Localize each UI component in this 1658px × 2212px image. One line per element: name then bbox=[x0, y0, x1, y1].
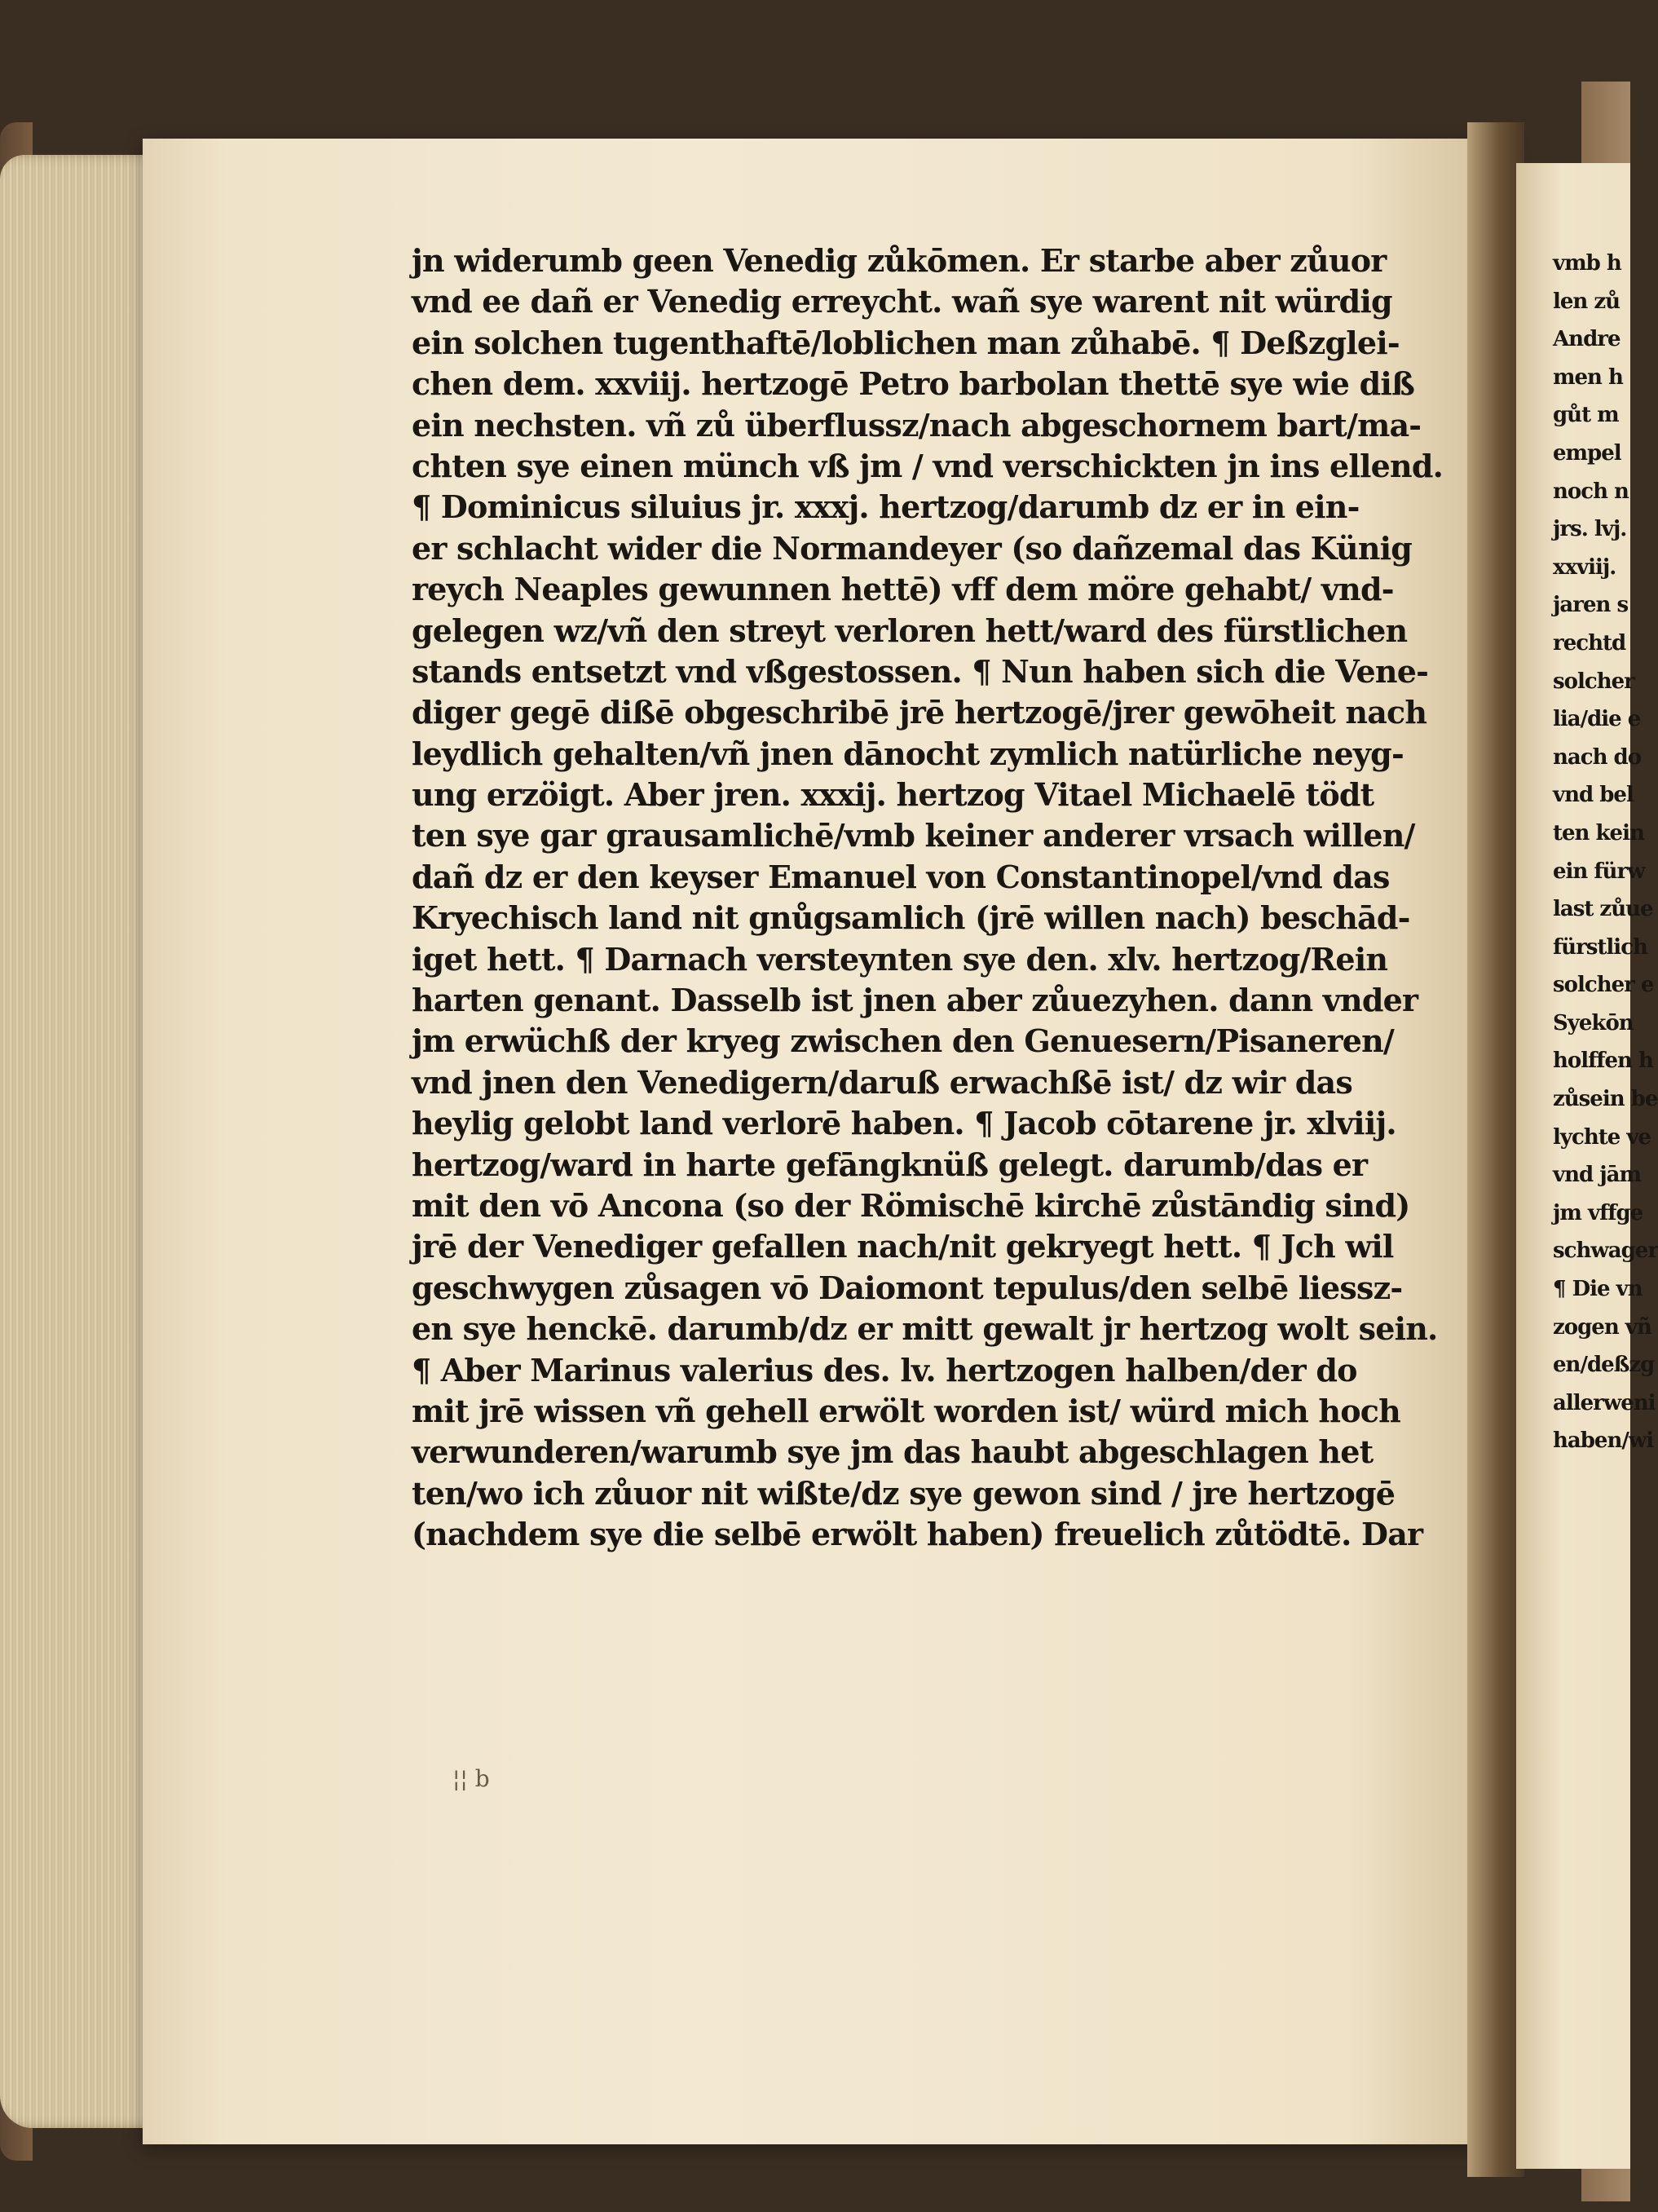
facing-line: len zů bbox=[1553, 289, 1621, 314]
text-line: diger gegē dißē obgeschribē jrē hertzogē/jrer gewōheit nach bbox=[412, 694, 1427, 731]
text-line: vnd ee dañ er Venedig erreycht. wañ sye warent nit würdig bbox=[412, 283, 1392, 320]
text-line: ung erzöigt. Aber jren. xxxij. hertzog Vitael Michaelē tödt bbox=[412, 776, 1374, 814]
text-line: leydlich gehalten/vñ jnen dānocht zymlich natürliche neyg- bbox=[412, 735, 1404, 772]
facing-line: solcher bbox=[1553, 669, 1634, 694]
facing-line: jm vffge bbox=[1553, 1200, 1643, 1225]
text-line: mit den vō Ancona (so der Römischē kirchē zůstāndig sind) bbox=[412, 1186, 1410, 1224]
text-line: heylig gelobt land verlorē haben. ¶ Jacob cōtarene jr. xlviij. bbox=[412, 1105, 1396, 1142]
text-line: verwunderen/warumb sye jm das haubt abgeschlagen het bbox=[412, 1433, 1374, 1471]
facing-line: noch n bbox=[1553, 479, 1629, 504]
text-line: jrē der Venediger gefallen nach/nit gekryegt hett. ¶ Jch wil bbox=[412, 1228, 1394, 1265]
facing-line: en/deßzg bbox=[1553, 1353, 1655, 1378]
facing-line: gůt m bbox=[1553, 403, 1619, 428]
facing-line: fürstlich bbox=[1553, 934, 1647, 960]
text-line: Kryechisch land nit gnůgsamlich (jrē willen nach) beschād- bbox=[412, 899, 1410, 937]
facing-line: haben/wi bbox=[1553, 1428, 1654, 1454]
facing-line: nach do bbox=[1553, 744, 1642, 770]
page-edges bbox=[0, 155, 163, 2128]
text-line: stands entsetzt vnd vßgestossen. ¶ Nun haben sich die Vene- bbox=[412, 652, 1429, 690]
facing-line: ein fürw bbox=[1553, 859, 1645, 884]
facing-line: lychte ve bbox=[1553, 1124, 1651, 1150]
text-line: (nachdem sye die selbē erwölt haben) freuelich zůtödtē. Dar bbox=[412, 1516, 1423, 1553]
facing-line: rechtd bbox=[1553, 630, 1626, 656]
facing-line: lia/die e bbox=[1553, 707, 1641, 732]
text-line: ein solchen tugenthaftē/loblichen man zůhabē. ¶ Deßzglei- bbox=[412, 324, 1400, 361]
text-line: ten sye gar grausamlichē/vmb keiner anderer vrsach willen/ bbox=[412, 817, 1415, 854]
text-line: gelegen wz/vñ den streyt verloren hett/ward des fürstlichen bbox=[412, 612, 1408, 649]
facing-line: empel bbox=[1553, 440, 1621, 466]
text-line: ein nechsten. vñ zů überflussz/nach abgeschornem bart/ma- bbox=[412, 406, 1422, 444]
text-line: jm erwüchß der kryeg zwischen den Genuesern/Pisaneren/ bbox=[412, 1022, 1395, 1060]
facing-line: solcher e bbox=[1553, 973, 1654, 998]
facing-line: vmb h bbox=[1553, 251, 1621, 276]
text-line: geschwygen zůsagen vō Daiomont tepulus/den selbē liessz- bbox=[412, 1269, 1403, 1306]
main-text bbox=[412, 241, 1444, 1556]
text-line: chen dem. xxviij. hertzogē Petro barbolan thettē sye wie diß bbox=[412, 365, 1415, 403]
text-line: vnd jnen den Venedigern/daruß erwachßē ist/ dz wir das bbox=[412, 1063, 1352, 1101]
facing-line: schwager bbox=[1553, 1238, 1658, 1264]
facing-line: vnd jām bbox=[1553, 1163, 1642, 1188]
text-line: hertzog/ward in harte gefāngknüß gelegt. darumb/das er bbox=[412, 1146, 1368, 1183]
facing-line: jrs. lvj. bbox=[1553, 517, 1627, 542]
facing-line: jaren s bbox=[1553, 593, 1629, 618]
facing-page-text bbox=[1553, 245, 1658, 1460]
facing-line: zůsein be bbox=[1553, 1087, 1658, 1112]
text-line: ¶ Aber Marinus valerius des. lv. hertzogen halben/der do bbox=[412, 1351, 1357, 1389]
text-line: jn widerumb geen Venedig zůkōmen. Er starbe aber zůuor bbox=[412, 242, 1387, 279]
text-line: reych Neaples gewunnen hettē) vff dem möre gehabt/ vnd- bbox=[412, 571, 1394, 608]
text-line: er schlacht wider die Normandeyer (so dañzemal das Künig bbox=[412, 529, 1413, 567]
facing-line: men h bbox=[1553, 364, 1623, 390]
facing-line: ten kein bbox=[1553, 820, 1644, 846]
text-line: dañ dz er den keyser Emanuel von Constantinopel/vnd das bbox=[412, 858, 1390, 895]
page-signature: ¦¦ b bbox=[452, 1765, 490, 1792]
text-line: chten sye einen münch vß jm / vnd verschickten jn ins ellend. bbox=[412, 447, 1444, 484]
facing-line: allerweni bbox=[1553, 1390, 1656, 1415]
facing-line: last zůue bbox=[1553, 897, 1653, 922]
text-line: ¶ Dominicus siluius jr. xxxj. hertzog/darumb dz er in ein- bbox=[412, 488, 1360, 526]
facing-line: holffen h bbox=[1553, 1049, 1653, 1074]
facing-line: vnd bel bbox=[1553, 783, 1634, 808]
facing-line: xxviij. bbox=[1553, 554, 1616, 580]
text-line: harten genant. Dasselb ist jnen aber zůuezyhen. dann vnder bbox=[412, 982, 1418, 1019]
facing-line: Andre bbox=[1553, 327, 1621, 352]
facing-line: ¶ Die vn bbox=[1553, 1277, 1643, 1302]
text-line: ten/wo ich zůuor nit wißte/dz sye gewon sind / jre hertzogē bbox=[412, 1474, 1396, 1512]
facing-line: zogen vñ bbox=[1553, 1314, 1651, 1340]
facing-line: Syekōn bbox=[1553, 1010, 1634, 1035]
text-line: en sye henckē. darumb/dz er mitt gewalt jr hertzog wolt sein. bbox=[412, 1310, 1438, 1348]
text-line: iget hett. ¶ Darnach versteynten sye den. xlv. hertzog/Rein bbox=[412, 940, 1388, 978]
text-line: mit jrē wissen vñ gehell erwölt worden ist/ würd mich hoch bbox=[412, 1392, 1400, 1429]
